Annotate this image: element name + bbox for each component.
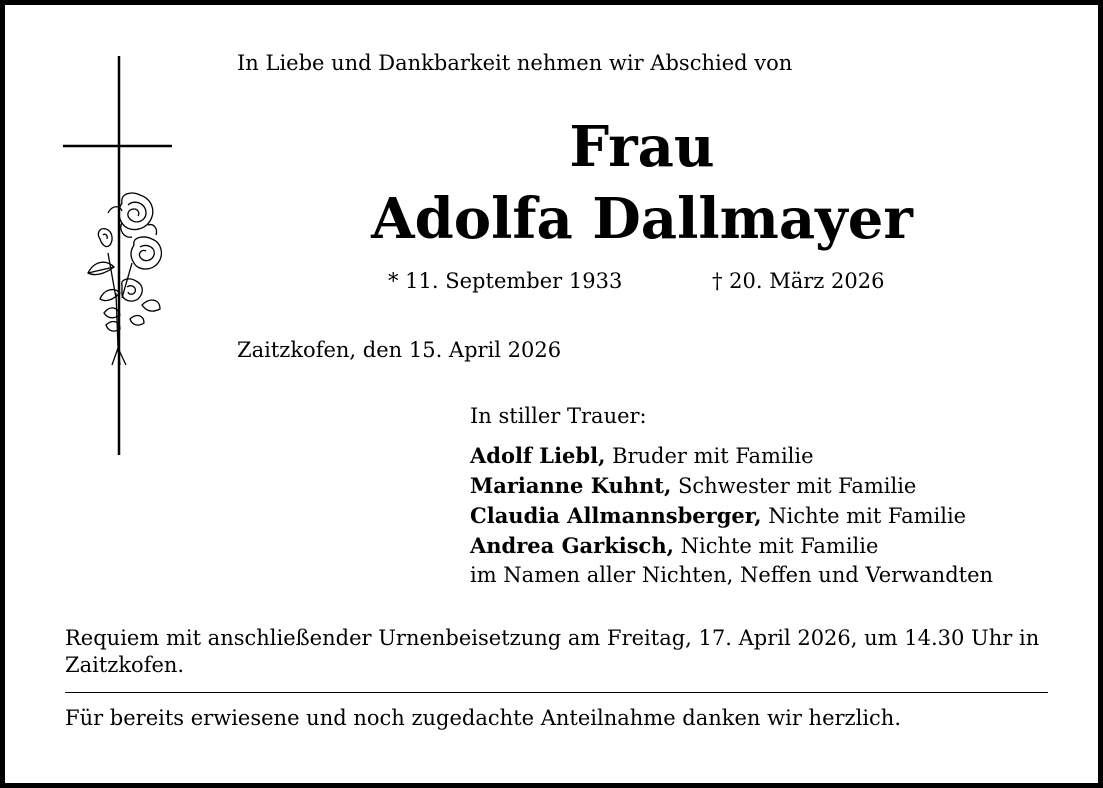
- on-behalf-line: im Namen aller Nichten, Neffen und Verwandten: [470, 563, 994, 587]
- mourner-relation: Nichte mit Familie: [761, 504, 967, 528]
- mourner-relation: Nichte mit Familie: [673, 534, 879, 558]
- cross-with-roses-icon: [60, 53, 180, 458]
- mourner-relation: Bruder mit Familie: [605, 444, 814, 468]
- mourners-list: [470, 441, 993, 590]
- intro-line: In Liebe und Dankbarkeit nehmen wir Abschied von: [237, 51, 793, 75]
- birth-date: * 11. September 1933: [388, 269, 623, 293]
- death-date: † 20. März 2026: [712, 269, 885, 293]
- mourning-heading: In stiller Trauer:: [470, 404, 647, 428]
- deceased-name: Adolfa Dallmayer: [371, 186, 913, 252]
- mourner-relation: Schwester mit Familie: [671, 474, 917, 498]
- list-item: [470, 471, 993, 501]
- salutation: Frau: [569, 114, 715, 180]
- mourner-name: Adolf Liebl,: [470, 443, 606, 468]
- list-item: [470, 501, 993, 531]
- requiem-notice: Requiem mit anschließender Urnenbeisetzung am Freitag, 17. April 2026, um 14.30 Uhr in Zaitzkofen.: [65, 626, 1040, 677]
- place-date: Zaitzkofen, den 15. April 2026: [237, 338, 562, 362]
- mourner-name: Andrea Garkisch,: [470, 533, 674, 558]
- mourner-name: Marianne Kuhnt,: [470, 473, 672, 498]
- divider: [65, 692, 1048, 693]
- thanks-line: Für bereits erwiesene und noch zugedachte Anteilnahme danken wir herzlich.: [65, 706, 901, 730]
- mourner-name: Claudia Allmannsberger,: [470, 503, 762, 528]
- list-item: [470, 531, 993, 561]
- list-item: [470, 441, 993, 471]
